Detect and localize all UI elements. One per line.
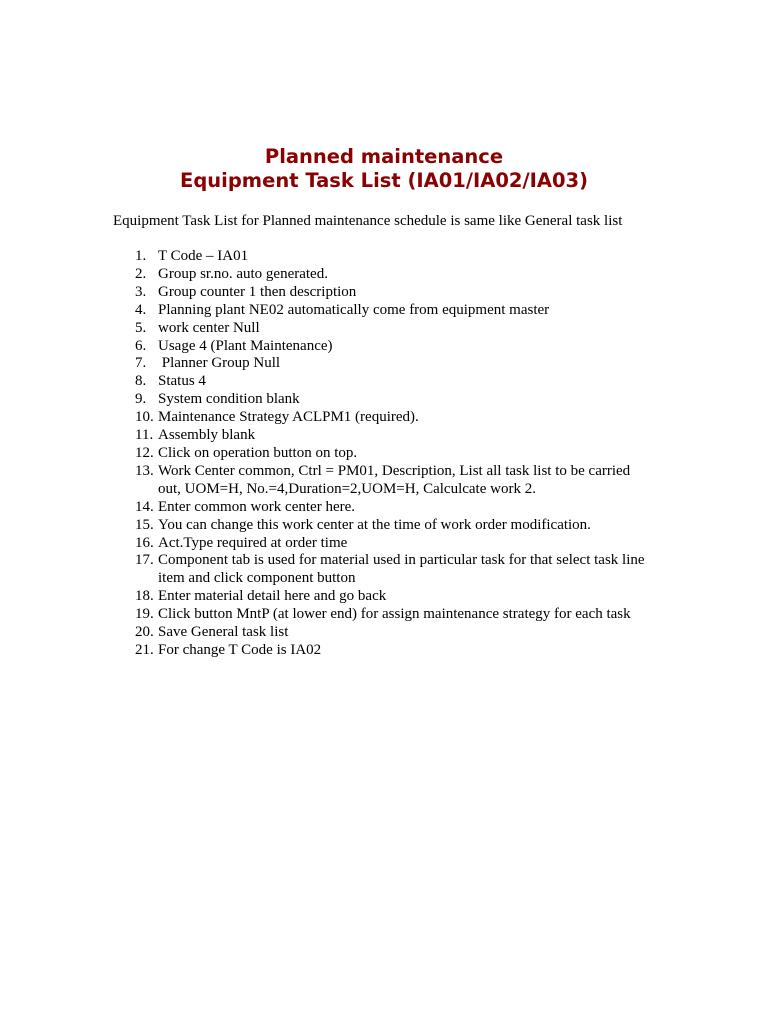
list-item-text: Work Center common, Ctrl = PM01, Description, List all task list to be carried out, UOM=H, No.=4,Duration=2,UOM=H, Calculcate work 2. (158, 462, 631, 497)
list-item (113, 606, 653, 624)
list-item (113, 427, 653, 445)
list-item-text: T Code – IA01 (158, 248, 249, 264)
list-item-number: 11. (135, 427, 154, 444)
list-item-text: Planner Group Null (158, 355, 281, 372)
list-item-text: Click button MntP (at lower end) for assign maintenance strategy for each task (158, 606, 631, 623)
document-title (0, 145, 768, 193)
list-item-number: 2. (135, 265, 147, 282)
list-item-text: Click on operation button on top. (158, 444, 358, 461)
steps-list (113, 248, 653, 660)
list-item-text: Enter common work center here. (158, 498, 355, 515)
list-item (113, 588, 653, 606)
list-item-number: 5. (135, 319, 147, 336)
list-item-number: 13. (135, 462, 154, 479)
list-item-text: Save General task list (158, 624, 289, 641)
list-item-number: 19. (135, 606, 154, 623)
list-item-number: 7. (135, 355, 147, 372)
list-item (113, 320, 653, 338)
list-item (113, 642, 653, 660)
list-item-text: Usage 4 (Plant Maintenance) (158, 337, 333, 354)
list-item-text: Enter material detail here and go back (158, 588, 387, 605)
list-item-number: 18. (135, 588, 154, 605)
list-item-number: 14. (135, 498, 154, 515)
title-line-1: Planned maintenance (264, 145, 504, 168)
list-item (113, 463, 653, 499)
list-item (113, 302, 653, 320)
title-line-2: Equipment Task List (IA01/IA02/IA03) (180, 169, 588, 192)
list-item-number: 17. (135, 552, 154, 569)
list-item (113, 266, 653, 284)
list-item-number: 3. (135, 283, 147, 300)
list-item (113, 284, 653, 302)
list-item (113, 391, 653, 409)
list-item (113, 338, 653, 356)
list-item-number: 12. (135, 444, 154, 461)
list-item-text: System condition blank (158, 391, 300, 408)
list-item-number: 20. (135, 624, 154, 641)
list-item (113, 624, 653, 642)
list-item-text: Assembly blank (158, 427, 256, 444)
list-item-text: You can change this work center at the time of work order modification. (158, 516, 591, 533)
list-item (113, 517, 653, 535)
list-item-text: Planning plant NE02 automatically come from equipment master (158, 301, 550, 318)
list-item-number: 8. (135, 373, 147, 390)
list-item (113, 552, 653, 588)
list-item-number: 21. (135, 641, 154, 658)
list-item (113, 373, 653, 391)
list-item (113, 409, 653, 427)
list-item (113, 355, 653, 373)
list-item-number: 10. (135, 409, 154, 426)
list-item-text: For change T Code is IA02 (158, 641, 322, 658)
list-item-text: Group counter 1 then description (158, 283, 357, 300)
list-item-number: 6. (135, 337, 147, 354)
list-item-text: Status 4 (158, 373, 206, 390)
list-item (113, 445, 653, 463)
list-item (113, 248, 653, 266)
list-item-number: 9. (135, 391, 147, 408)
list-item-number: 1. (135, 248, 147, 264)
list-item-number: 16. (135, 534, 154, 551)
list-item-text: work center Null (158, 319, 260, 336)
list-item-text: Group sr.no. auto generated. (158, 265, 328, 282)
intro-paragraph: Equipment Task List for Planned maintenance schedule is same like General task list (113, 213, 623, 229)
list-item-number: 15. (135, 516, 154, 533)
list-item-number: 4. (135, 301, 147, 318)
list-item-text: Act.Type required at order time (158, 534, 348, 551)
list-item-text: Component tab is used for material used in particular task for that select task line item and click component button (158, 552, 645, 587)
list-item (113, 535, 653, 553)
list-item-text: Maintenance Strategy ACLPM1 (required). (158, 409, 419, 426)
list-item (113, 499, 653, 517)
